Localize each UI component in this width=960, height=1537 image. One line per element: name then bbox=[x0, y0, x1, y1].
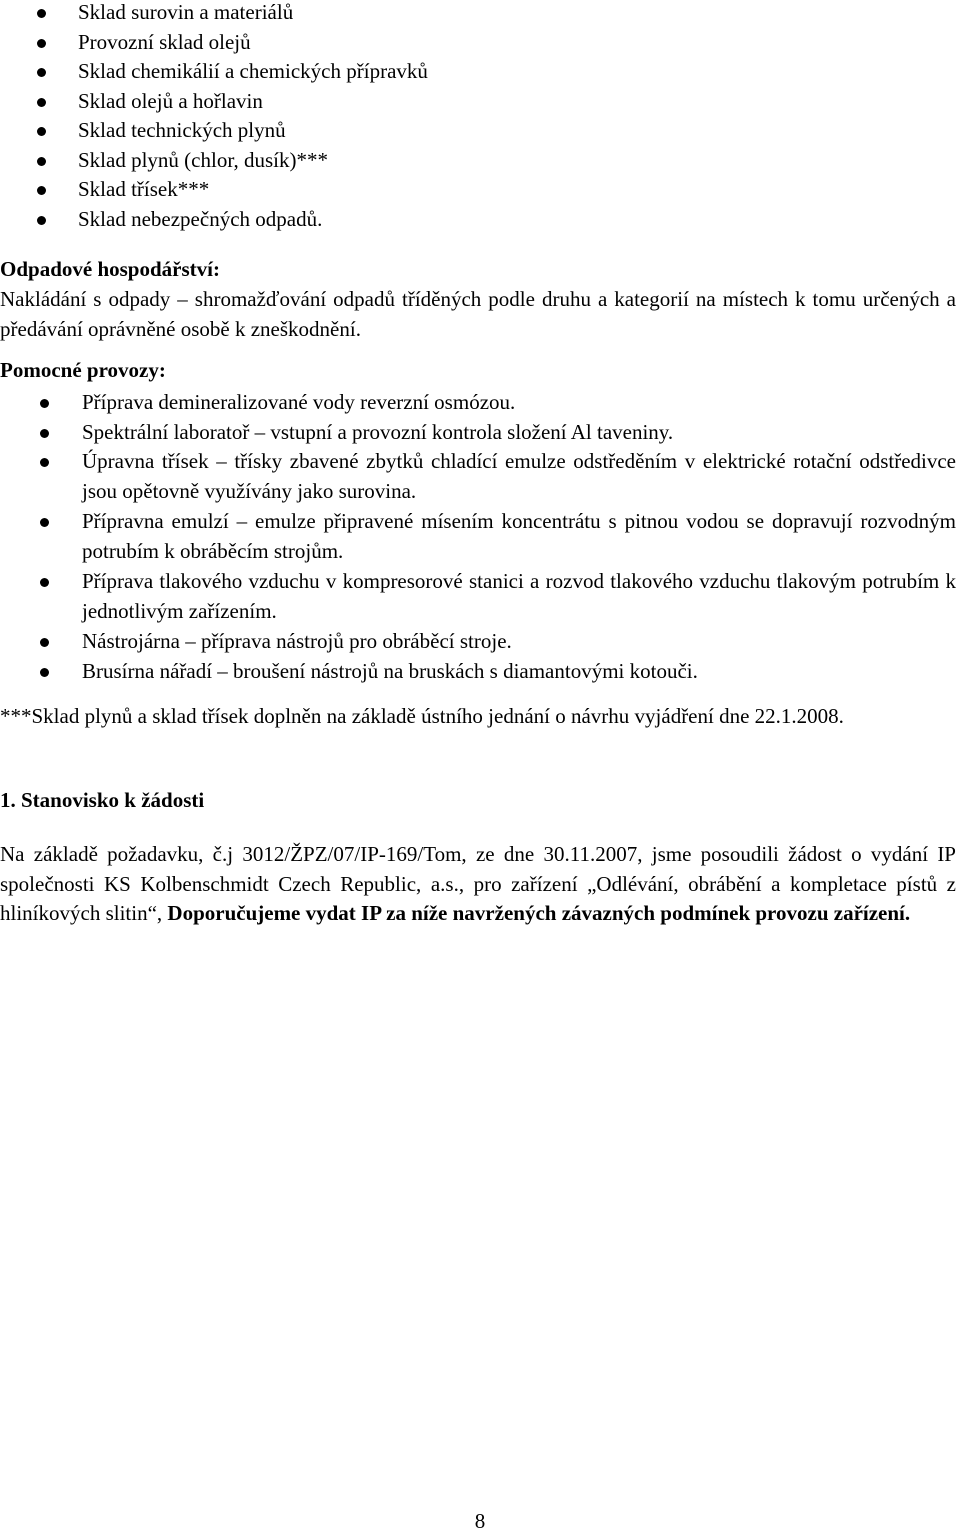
list-item: Přípravna emulzí – emulze připravené mísením koncentrátu s pitnou vodou se dopravují rozvodným potrubím k obráběcím strojům. bbox=[0, 507, 956, 566]
storage-list bbox=[0, 0, 960, 234]
page-number: 8 bbox=[474, 1509, 486, 1533]
auxiliary-heading: Pomocné provozy: bbox=[0, 358, 166, 382]
list-item: Spektrální laboratoř – vstupní a provozní kontrola složení Al taveniny. bbox=[0, 418, 956, 448]
list-item: Brusírna nářadí – broušení nástrojů na bruskách s diamantovými kotouči. bbox=[0, 657, 956, 687]
auxiliary-list bbox=[0, 388, 956, 686]
list-item: Sklad technických plynů bbox=[0, 116, 960, 146]
list-item: Provozní sklad olejů bbox=[0, 28, 960, 58]
list-item: Úpravna třísek – třísky zbavené zbytků chladící emulze odstředěním v elektrické rotační odstředivce jsou opětovně využívány jako surovina. bbox=[0, 447, 956, 506]
footnote: ***Sklad plynů a sklad třísek doplněn na základě ústního jednání o návrhu vyjádření dne 22.1.2008. bbox=[0, 704, 844, 728]
list-item: Sklad nebezpečných odpadů. bbox=[0, 205, 960, 235]
waste-paragraph: Nakládání s odpady – shromažďování odpadů tříděných podle druhu a kategorií na místech k tomu určených a předávání oprávněné osobě k zneškodnění. bbox=[0, 287, 956, 341]
list-item: Příprava demineralizované vody reverzní osmózou. bbox=[0, 388, 956, 418]
list-item: Sklad plynů (chlor, dusík)*** bbox=[0, 146, 960, 176]
list-item: Sklad třísek*** bbox=[0, 175, 960, 205]
list-item: Sklad surovin a materiálů bbox=[0, 0, 960, 28]
list-item: Sklad olejů a hořlavin bbox=[0, 87, 960, 117]
list-item: Nástrojárna – příprava nástrojů pro obráběcí stroje. bbox=[0, 627, 956, 657]
paragraph-text: Na základě požadavku, č.j 3012/ŽPZ/07/IP-169/Tom, ze dne 30.11.2007, jsme posoudili žádost o vydání IP společnosti KS Kolbenschmidt Czech Republic, a.s., pro zařízení „Odlévání, obrábění a kompletace pístů z hliníkových slitin“, bbox=[0, 842, 956, 925]
section-paragraph bbox=[0, 840, 956, 929]
paragraph-recommendation: Doporučujeme vydat IP za níže navržených závazných podmínek provozu zařízení. bbox=[167, 901, 911, 925]
list-item: Sklad chemikálií a chemických přípravků bbox=[0, 57, 960, 87]
waste-heading: Odpadové hospodářství: bbox=[0, 257, 220, 281]
list-item: Příprava tlakového vzduchu v kompresorové stanici a rozvod tlakového vzduchu tlakovým potrubím k jednotlivým zařízením. bbox=[0, 567, 956, 626]
section-title: 1. Stanovisko k žádosti bbox=[0, 788, 205, 812]
